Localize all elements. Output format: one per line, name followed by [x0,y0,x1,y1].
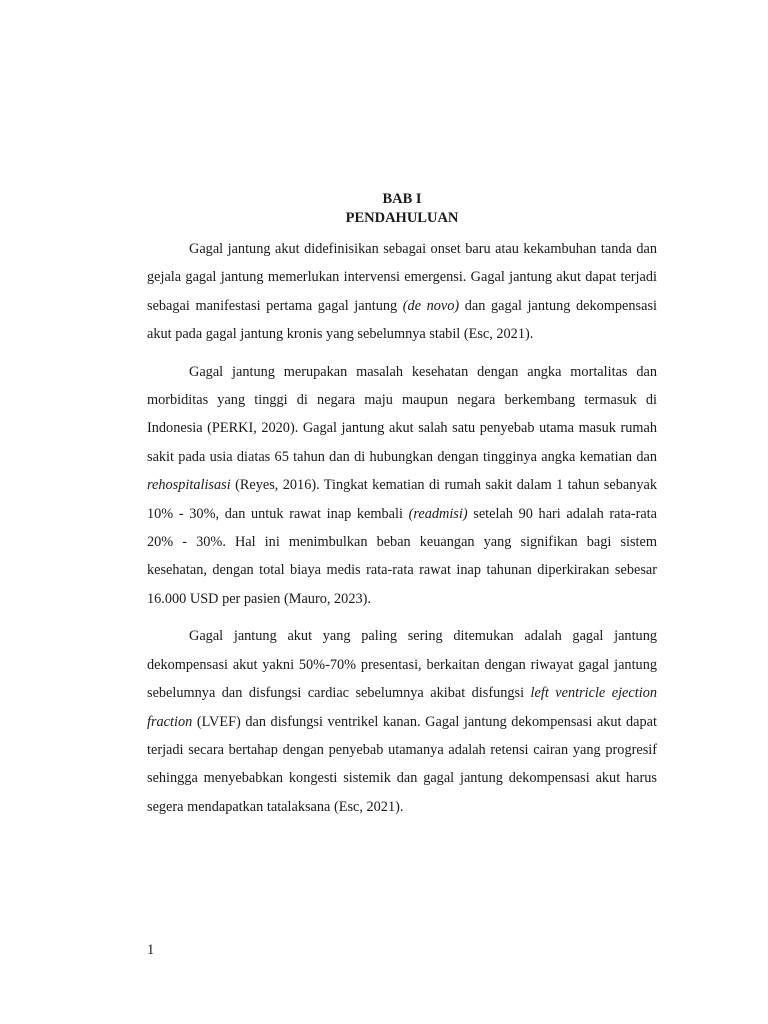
text-run: (LVEF) dan disfungsi ventrikel kanan. Gagal jantung dekompensasi akut dapat terjadi secara bertahap dengan penyebab utamanya adalah retensi cairan yang progresif sehingga menyebabkan kongesti sistemik dan gagal jantung dekompensasi akut harus segera mendapatkan tatalaksana (Esc, 2021). [147,713,657,815]
italic-term: rehospitalisasi [147,477,231,494]
chapter-title: PENDAHULUAN [345,210,459,226]
body-text [147,235,657,830]
italic-term: (de novo) [402,297,460,314]
text-run: (Reyes, 2016). Tingkat kematian di rumah sakit dalam 1 tahun sebanyak 10% - 30%, dan untuk rawat inap kembali [147,477,657,522]
italic-term: left ventricle ejection fraction [147,685,657,730]
chapter-label: BAB I [382,191,422,207]
text-run: Gagal jantung merupakan masalah kesehatan dengan angka mortalitas dan morbiditas yang tinggi di negara maju maupun negara berkembang termasuk di Indonesia (PERKI, 2020). Gagal jantung akut salah satu penyebab utama masuk rumah sakit pada usia diatas 65 tahun dan di hubungkan dengan tingginya angka kematian dan [147,363,657,465]
paragraph [147,358,657,614]
text-run: Gagal jantung akut didefinisikan sebagai onset baru atau kekambuhan tanda dan gejala gagal jantung memerlukan intervensi emergensi. Gagal jantung akut dapat terjadi sebagai manifestasi pertama gagal jantung [147,241,657,314]
text-run: setelah 90 hari adalah rata-rata 20% - 30%. Hal ini menimbulkan beban keuangan yang signifikan bagi sistem kesehatan, dengan total biaya medis rata-rata rawat inap tahunan diperkirakan sebesar 16.000 USD per pasien (Mauro, 2023). [147,505,657,607]
text-run: dan gagal jantung dekompensasi akut pada gagal jantung kronis yang sebelumnya stabil (Esc, 2021). [147,297,657,343]
page-number: 1 [147,942,155,958]
paragraph [147,235,657,349]
text-run: Gagal jantung akut yang paling sering ditemukan adalah gagal jantung dekompensasi akut yakni 50%-70% presentasi, berkaitan dengan riwayat gagal jantung sebelumnya dan disfungsi cardiac sebelumnya akibat disfungsi [147,628,657,702]
italic-term: (readmisi) [408,505,468,522]
paragraph [147,622,657,821]
chapter-heading [18,190,768,228]
